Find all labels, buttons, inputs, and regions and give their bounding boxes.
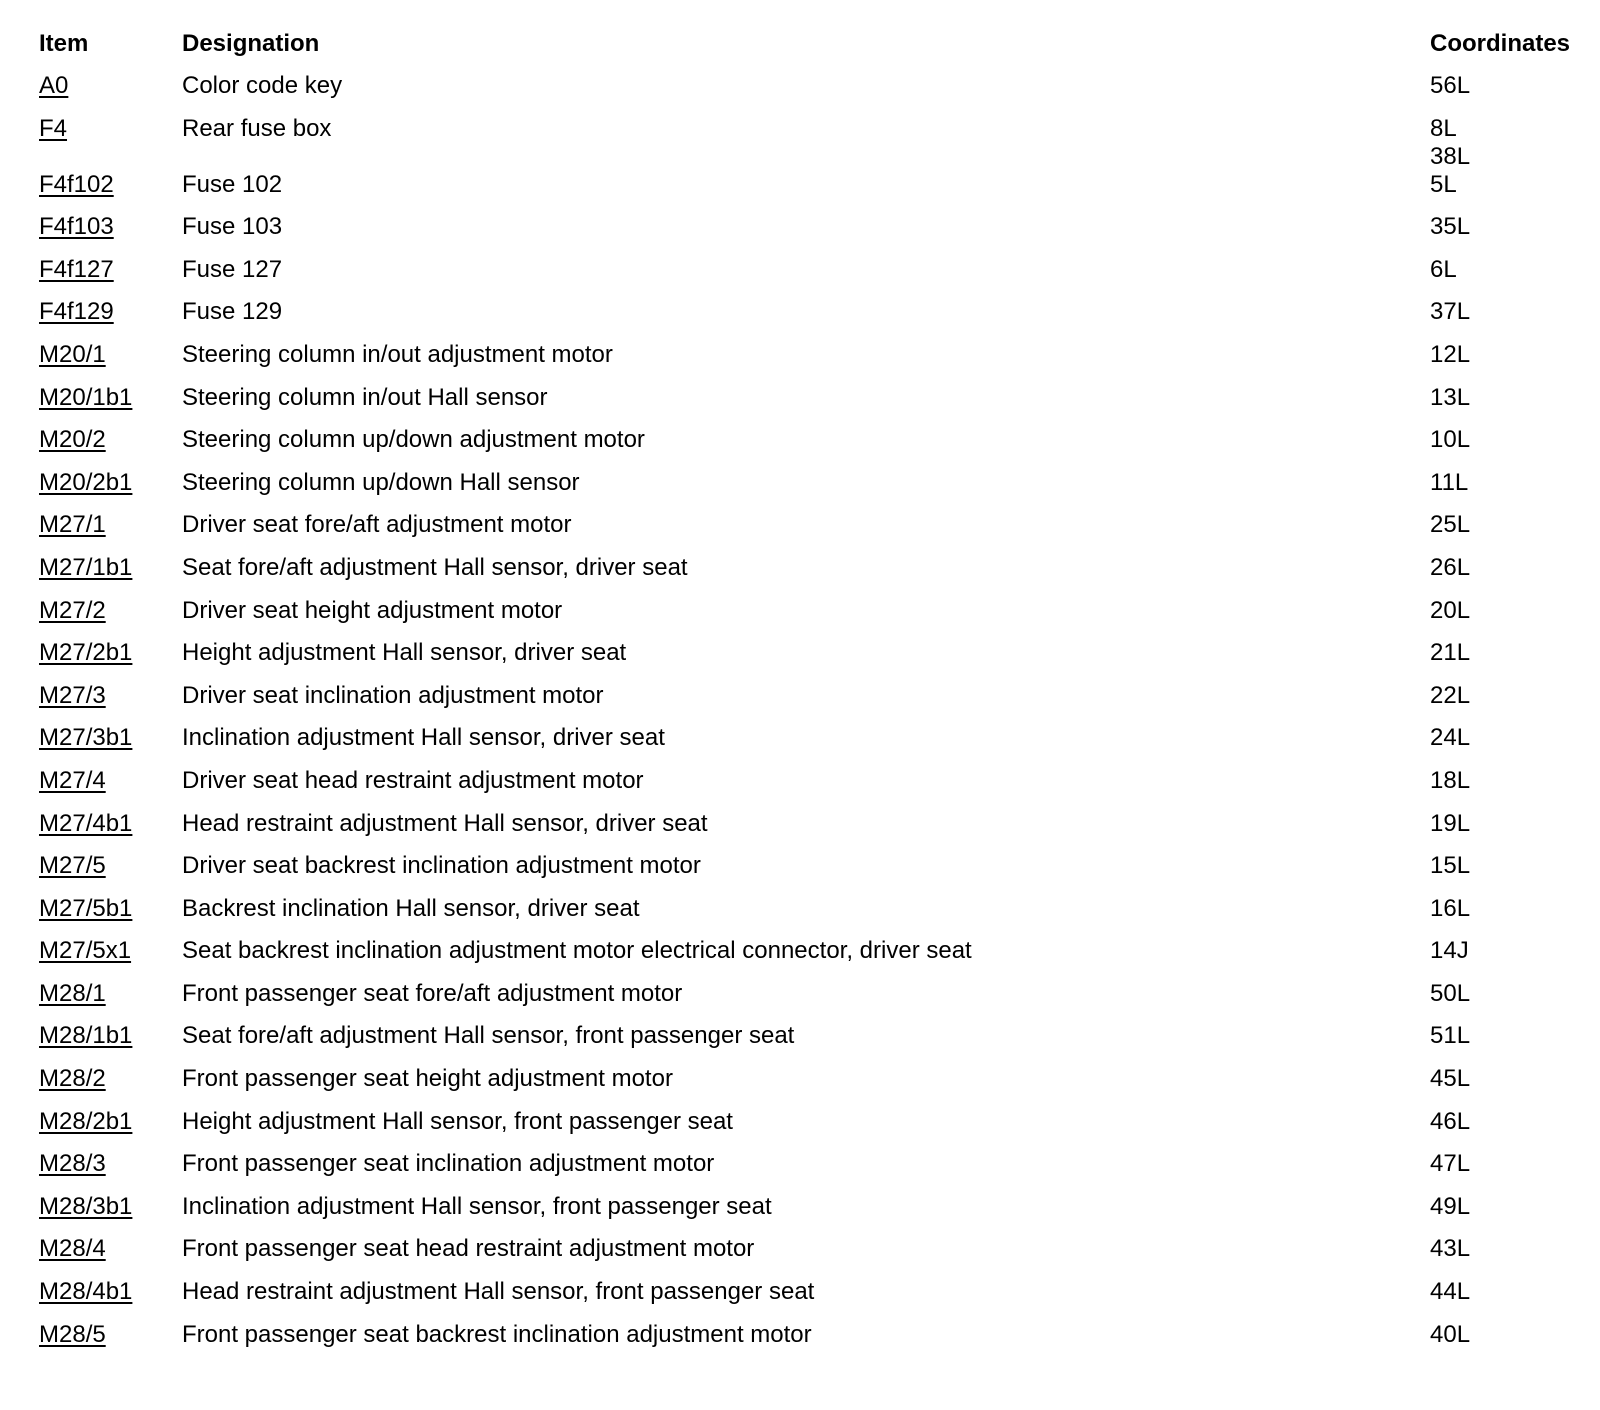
coordinate-value: 20L [1430,596,1471,624]
table-row [39,682,1579,725]
item-link[interactable]: M27/5b1 [39,894,133,922]
item-link[interactable]: F4f127 [39,255,114,283]
coordinates-cell [1430,511,1579,539]
item-link[interactable]: F4f129 [39,298,114,326]
table-row [39,298,1579,341]
item-link[interactable]: F4f102 [39,170,114,198]
item-cell [39,852,182,880]
coordinate-value: 35L [1430,213,1471,241]
table-row [39,1022,1579,1065]
item-cell [39,597,182,625]
designation-cell: Driver seat fore/aft adjustment motor [182,511,572,539]
item-cell [39,256,182,284]
designation-cell: Fuse 103 [182,213,283,241]
coordinate-value: 56L [1430,72,1471,99]
item-cell [39,682,182,710]
item-cell [39,72,182,100]
item-cell [39,724,182,752]
table-row [39,1321,1579,1364]
item-cell [39,511,182,539]
designation-cell: Inclination adjustment Hall sensor, driver seat [182,724,665,752]
table-row [39,1235,1579,1278]
table-row [39,767,1579,810]
item-cell [39,937,182,965]
coordinates-cell [1430,1065,1579,1093]
item-link[interactable]: M20/2 [39,426,106,454]
item-cell [39,1150,182,1178]
coordinates-cell [1430,895,1579,923]
item-cell [39,115,182,143]
table-row [39,72,1579,115]
item-cell [39,426,182,454]
item-cell [39,980,182,1008]
item-link[interactable]: M28/1b1 [39,1022,133,1050]
coordinates-cell [1430,682,1579,710]
coordinate-value: 16L [1430,894,1471,922]
designation-cell: Head restraint adjustment Hall sensor, front passenger seat [182,1278,815,1306]
coordinate-value: 26L [1430,553,1471,581]
item-link[interactable]: M28/2 [39,1065,106,1093]
designation-cell: Fuse 129 [182,298,283,326]
item-cell [39,469,182,497]
coordinates-cell [1430,115,1579,171]
item-cell [39,341,182,369]
designation-cell: Seat backrest inclination adjustment motor electrical connector, driver seat [182,937,972,965]
coordinates-cell [1430,1193,1579,1221]
designation-cell: Front passenger seat head restraint adjustment motor [182,1235,755,1263]
coordinate-value: 22L [1430,681,1471,709]
designation-cell: Steering column up/down adjustment motor [182,426,645,454]
designation-cell: Driver seat head restraint adjustment motor [182,766,644,794]
coordinate-value: 19L [1430,809,1471,837]
coordinates-cell [1430,852,1579,880]
coordinate-value: 51L [1430,1022,1471,1050]
coordinate-value: 25L [1430,511,1471,539]
item-link[interactable]: M27/5 [39,852,106,880]
table-row [39,171,1579,214]
item-link[interactable]: M28/2b1 [39,1107,133,1135]
designation-column-header: Designation [182,30,320,57]
coordinate-value: 38L [1430,142,1471,170]
coordinates-cell [1430,767,1579,795]
item-cell [39,1278,182,1306]
item-link[interactable]: M27/1 [39,511,106,539]
coordinates-cell [1430,256,1579,284]
coordinates-cell [1430,426,1579,454]
coordinates-cell [1430,554,1579,582]
coordinate-value: 49L [1430,1192,1471,1220]
item-cell [39,639,182,667]
table-row [39,469,1579,512]
item-link[interactable]: M20/1b1 [39,383,133,411]
coordinates-cell [1430,639,1579,667]
coordinate-value: 13L [1430,383,1471,411]
coordinates-cell [1430,213,1579,241]
designation-cell: Driver seat backrest inclination adjustment motor [182,852,701,880]
item-cell [39,213,182,241]
table-row [39,384,1579,427]
table-row [39,639,1579,682]
designation-cell: Driver seat inclination adjustment motor [182,681,604,709]
item-link[interactable]: M28/5 [39,1320,106,1348]
table-row [39,937,1579,980]
designation-cell: Height adjustment Hall sensor, driver seat [182,639,627,667]
designation-cell: Inclination adjustment Hall sensor, front passenger seat [182,1192,772,1220]
table-body [39,72,1579,1363]
table-row [39,213,1579,256]
item-cell [39,895,182,923]
coordinates-cell [1430,171,1579,199]
coordinate-value: 15L [1430,852,1471,880]
coordinates-cell [1430,937,1579,965]
item-cell [39,1022,182,1050]
item-link[interactable]: M27/3b1 [39,724,133,752]
item-cell [39,1108,182,1136]
coordinates-cell [1430,1108,1579,1136]
item-link[interactable]: M28/4 [39,1235,106,1263]
designation-cell: Front passenger seat inclination adjustment motor [182,1150,715,1178]
table-row [39,1065,1579,1108]
coordinate-value: 24L [1430,724,1471,752]
coordinate-value: 43L [1430,1235,1471,1263]
item-link[interactable]: F4f103 [39,213,114,241]
coordinates-cell [1430,384,1579,412]
item-cell [39,1321,182,1349]
coordinates-cell [1430,1321,1579,1349]
table-row [39,980,1579,1023]
table-row [39,810,1579,853]
coordinates-cell [1430,1150,1579,1178]
designation-cell: Seat fore/aft adjustment Hall sensor, driver seat [182,553,688,581]
item-cell [39,298,182,326]
designation-cell: Head restraint adjustment Hall sensor, driver seat [182,809,708,837]
table-row [39,511,1579,554]
designation-cell: Fuse 102 [182,170,283,198]
coordinate-value: 47L [1430,1150,1471,1178]
designation-cell: Steering column in/out Hall sensor [182,383,548,411]
designation-cell: Backrest inclination Hall sensor, driver seat [182,894,640,922]
item-link[interactable]: M27/4 [39,766,106,794]
table-row [39,115,1579,171]
coordinate-value: 18L [1430,766,1471,794]
coordinate-value: 6L [1430,255,1457,283]
item-link[interactable]: M27/2 [39,596,106,624]
designation-cell: Front passenger seat fore/aft adjustment motor [182,979,683,1007]
coordinate-value: 5L [1430,170,1457,198]
coordinate-value: 12L [1430,340,1471,368]
table-row [39,724,1579,767]
coordinate-value: 44L [1430,1278,1471,1306]
table-row [39,341,1579,384]
coordinates-cell [1430,980,1579,1008]
table-row [39,256,1579,299]
designation-cell: Steering column in/out adjustment motor [182,340,613,368]
coordinate-value: 37L [1430,298,1471,326]
designation-cell: Steering column up/down Hall sensor [182,468,580,496]
table-row [39,1193,1579,1236]
designation-cell: Driver seat height adjustment motor [182,596,563,624]
item-column-header: Item [39,30,89,57]
item-cell [39,810,182,838]
item-cell [39,1235,182,1263]
coordinates-cell [1430,1022,1579,1050]
item-cell [39,171,182,199]
coordinate-value: 21L [1430,639,1471,667]
designation-cell: Height adjustment Hall sensor, front passenger seat [182,1107,733,1135]
table-row [39,554,1579,597]
item-link[interactable]: F4 [39,114,68,142]
table-row [39,1108,1579,1151]
item-link[interactable]: M28/4b1 [39,1278,133,1306]
designation-cell: Seat fore/aft adjustment Hall sensor, front passenger seat [182,1022,795,1050]
coordinates-cell [1430,341,1579,369]
coordinate-value: 11L [1430,468,1469,496]
item-link[interactable]: M20/1 [39,340,106,368]
table-header-row [39,30,1579,72]
table-row [39,852,1579,895]
table-row [39,426,1579,469]
item-link[interactable]: M27/1b1 [39,553,133,581]
item-link[interactable]: M27/5x1 [39,937,132,965]
table-row [39,597,1579,640]
designation-cell: Rear fuse box [182,114,332,142]
item-cell [39,767,182,795]
item-link[interactable]: M28/3 [39,1150,106,1178]
coordinates-cell [1430,72,1579,100]
item-cell [39,554,182,582]
coordinates-cell [1430,1235,1579,1263]
coordinates-cell [1430,724,1579,752]
component-legend-table [39,30,1579,1363]
item-link[interactable]: A0 [39,72,69,99]
coordinate-value: 40L [1430,1320,1471,1348]
coordinates-column-header: Coordinates [1430,30,1571,57]
table-row [39,1278,1579,1321]
item-link[interactable]: M20/2b1 [39,468,133,496]
coordinates-cell [1430,810,1579,838]
coordinate-value: 50L [1430,979,1471,1007]
item-link[interactable]: M28/1 [39,979,106,1007]
coordinate-value: 46L [1430,1107,1471,1135]
designation-cell: Color code key [182,72,343,99]
coordinate-value: 14J [1430,937,1469,965]
table-row [39,895,1579,938]
item-cell [39,1065,182,1093]
item-link[interactable]: M28/3b1 [39,1192,133,1220]
item-link[interactable]: M27/4b1 [39,809,133,837]
item-link[interactable]: M27/3 [39,681,106,709]
item-cell [39,1193,182,1221]
coordinates-cell [1430,298,1579,326]
coordinates-cell [1430,1278,1579,1306]
designation-cell: Fuse 127 [182,255,283,283]
designation-cell: Front passenger seat backrest inclination adjustment motor [182,1320,812,1348]
coordinate-value: 45L [1430,1065,1471,1093]
coordinate-value: 10L [1430,426,1471,454]
item-link[interactable]: M27/2b1 [39,639,133,667]
designation-cell: Front passenger seat height adjustment motor [182,1065,673,1093]
item-cell [39,384,182,412]
coordinates-cell [1430,597,1579,625]
coordinates-cell [1430,469,1579,497]
coordinate-value: 8L [1430,114,1457,142]
table-row [39,1150,1579,1193]
